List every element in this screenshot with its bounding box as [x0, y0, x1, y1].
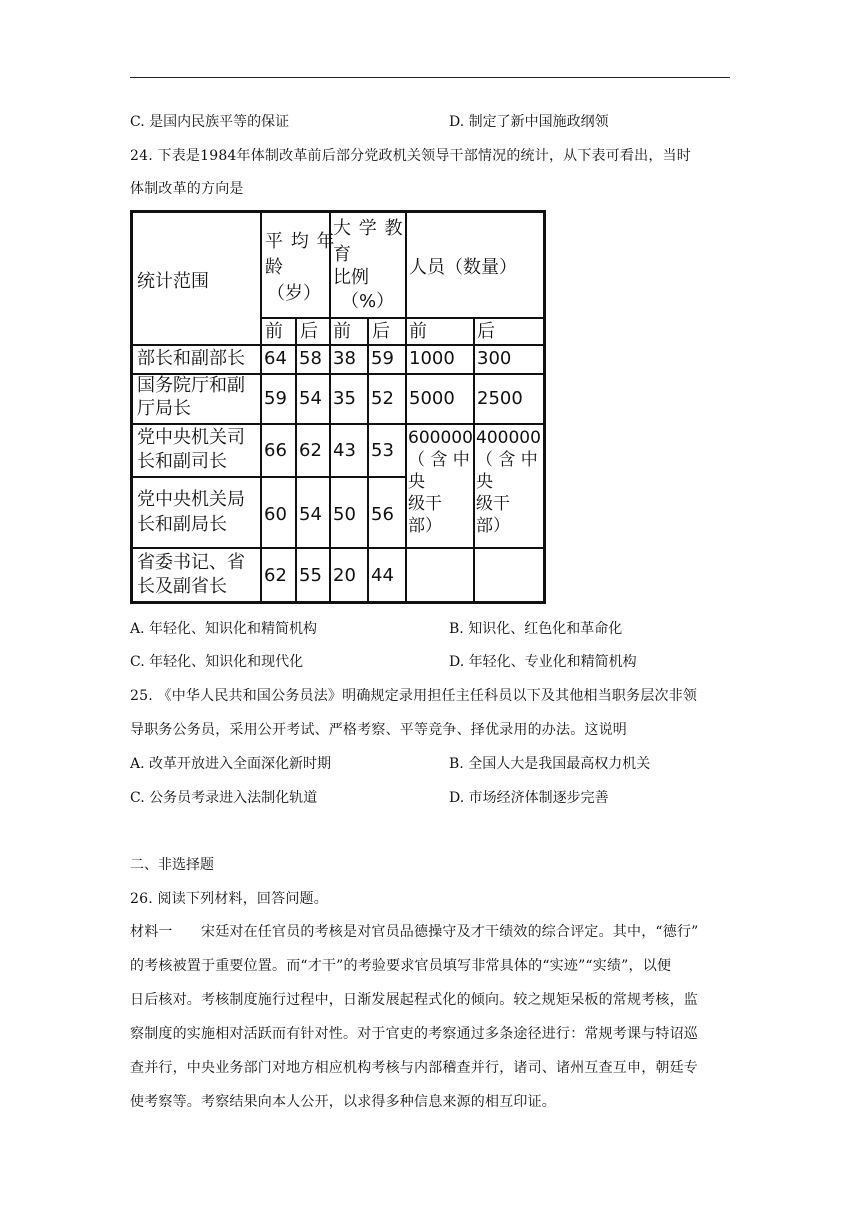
q23-option-d: D. 制定了新中国施政纲领	[449, 114, 609, 130]
material-line: 查并行，中央业务部门对地方相应机构考核与内部稽查并行，诸司、诸州互查互申，朝廷专	[130, 1060, 698, 1076]
row2-scope-line2: 厅局长	[137, 398, 191, 419]
row4-scope-line1: 党中央机关局	[137, 489, 245, 510]
header-scope: 统计范围	[137, 271, 209, 292]
material-line: 的考核被置于重要位置。而“才干”的考验要求官员填写非常具体的“实迹”“实绩”，以便	[130, 958, 672, 974]
row1-num-after: 300	[477, 348, 512, 369]
q23-option-c: C. 是国内民族平等的保证	[130, 114, 290, 130]
table-vline	[329, 213, 331, 601]
row3-edu-after: 53	[371, 440, 394, 461]
row1-scope: 部长和副部长	[137, 348, 245, 369]
subheader-age-before: 前	[265, 321, 283, 342]
table-vline	[367, 317, 369, 601]
table-hline	[133, 423, 543, 425]
row2-scope-line1: 国务院厅和副	[137, 375, 245, 396]
q24-stem-line2: 体制改革的方向是	[130, 181, 244, 197]
row1-edu-before: 38	[333, 348, 356, 369]
row1-age-before: 64	[264, 348, 287, 369]
subheader-people-before: 前	[409, 321, 427, 342]
table-hline	[133, 344, 543, 346]
merged-after-line2: （ 含 中	[476, 450, 538, 470]
merged-before-line4: 级干	[408, 494, 442, 514]
row1-edu-after: 59	[371, 348, 394, 369]
q25-stem-line1: 25. 《中华人民共和国公务员法》明确规定录用担任主任科员以下及其他相当职务层次非领	[130, 688, 698, 704]
row2-edu-before: 35	[333, 388, 356, 409]
row3-scope-line2: 长和副司长	[137, 451, 227, 472]
row2-num-after: 2500	[477, 388, 523, 409]
q25-stem-line2: 导职务公务员，采用公开考试、严格考察、平等竞争、择优录用的办法。这说明	[130, 722, 627, 738]
row3-edu-before: 43	[333, 440, 356, 461]
header-rule	[130, 77, 730, 78]
row2-num-before: 5000	[409, 388, 455, 409]
table-hline	[260, 317, 543, 319]
row3-age-after: 62	[299, 440, 322, 461]
q25-option-c: C. 公务员考录进入法制化轨道	[130, 790, 318, 806]
row5-scope-line1: 省委书记、省	[137, 552, 245, 573]
merged-before-line3: 央	[408, 472, 425, 492]
header-age-line2: 龄	[265, 257, 283, 278]
q24-option-d: D. 年轻化、专业化和精简机构	[449, 654, 637, 670]
q25-option-a: A. 改革开放进入全面深化新时期	[130, 756, 332, 772]
merged-after-line3: 央	[476, 472, 493, 492]
q26-stem: 26. 阅读下列材料，回答问题。	[130, 891, 328, 907]
subheader-edu-before: 前	[333, 321, 351, 342]
merged-after-line1: 400000	[476, 428, 541, 448]
q24-option-a: A. 年轻化、知识化和精简机构	[130, 621, 318, 637]
table-vline	[295, 317, 297, 601]
header-edu-line1: 大 学 教	[333, 218, 404, 239]
row1-age-after: 58	[299, 348, 322, 369]
row4-edu-before: 50	[333, 504, 356, 525]
q24-option-b: B. 知识化、红色化和革命化	[449, 621, 623, 637]
row5-edu-before: 20	[333, 565, 356, 586]
row3-scope-line1: 党中央机关司	[137, 427, 245, 448]
row1-num-before: 1000	[409, 348, 455, 369]
table-vline	[405, 213, 407, 601]
row5-edu-after: 44	[371, 565, 394, 586]
q25-option-d: D. 市场经济体制逐步完善	[449, 790, 609, 806]
merged-before-line5: 部）	[408, 516, 442, 536]
material-line: 日后核对。考核制度施行过程中，日渐发展起程式化的倾向。较之规矩呆板的常规考核，监	[130, 992, 698, 1008]
q25-option-b: B. 全国人大是我国最高权力机关	[449, 756, 651, 772]
row4-age-before: 60	[264, 504, 287, 525]
subheader-people-after: 后	[477, 321, 495, 342]
row5-age-after: 55	[299, 565, 322, 586]
table-hline	[133, 476, 405, 478]
row5-age-before: 62	[264, 565, 287, 586]
row4-edu-after: 56	[371, 504, 394, 525]
merged-num-after	[476, 427, 542, 537]
header-people: 人员（数量）	[409, 257, 517, 278]
table-vline	[473, 317, 475, 601]
row2-age-before: 59	[264, 388, 287, 409]
material-line: 材料一 宋廷对在任官员的考核是对官员品德操守及才干绩效的综合评定。其中，“德行”	[130, 924, 699, 940]
row2-age-after: 54	[299, 388, 322, 409]
material-line: 察制度的实施相对活跃而有针对性。对于官吏的考察通过多条途径进行：常规考课与特诏巡	[130, 1026, 698, 1042]
q24-option-c: C. 年轻化、知识化和现代化	[130, 654, 304, 670]
header-edu-line3: 比例	[333, 267, 369, 288]
merged-before-line1: 600000	[408, 428, 473, 448]
q24-stem-line1: 24. 下表是1984年体制改革前后部分党政机关领导干部情况的统计，从下表可看出，当时	[130, 148, 691, 164]
row5-scope-line2: 长及副省长	[137, 576, 227, 597]
merged-after-line4: 级干	[476, 494, 510, 514]
header-edu-line4: （%）	[341, 291, 395, 312]
table-vline	[260, 213, 262, 601]
material-line: 使考察等。考察结果向本人公开，以求得多种信息来源的相互印证。	[130, 1094, 556, 1110]
merged-before-line2: （ 含 中	[408, 450, 470, 470]
table-hline	[133, 547, 543, 549]
subheader-age-after: 后	[300, 321, 318, 342]
merged-after-line5: 部）	[476, 516, 510, 536]
subheader-edu-after: 后	[372, 321, 390, 342]
row4-scope-line2: 长和副局长	[137, 514, 227, 535]
section-title: 二、非选择题	[130, 857, 214, 873]
header-edu-line2: 育	[333, 244, 351, 265]
row4-age-after: 54	[299, 504, 322, 525]
cadre-statistics-table	[130, 210, 546, 604]
header-age-line3: （岁）	[267, 283, 321, 304]
row3-age-before: 66	[264, 440, 287, 461]
row2-edu-after: 52	[371, 388, 394, 409]
header-age-line1: 平 均 年	[265, 231, 336, 252]
merged-num-before	[408, 427, 472, 537]
